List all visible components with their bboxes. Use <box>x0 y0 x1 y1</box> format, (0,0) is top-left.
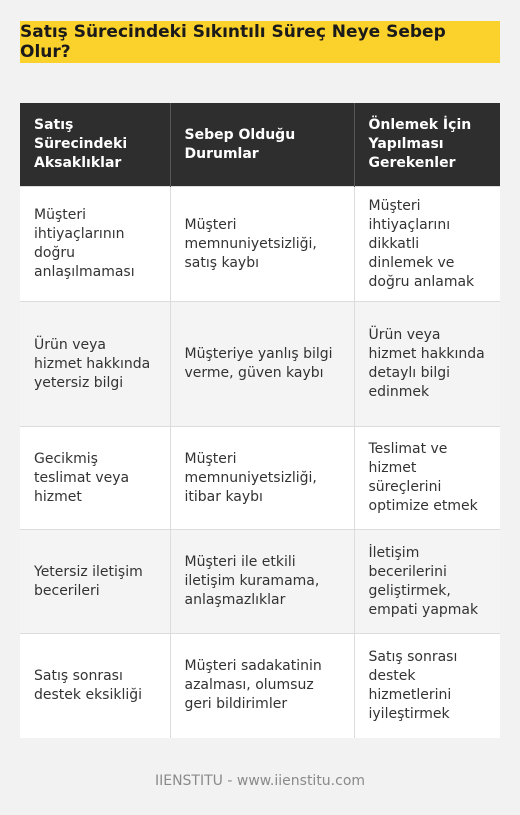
table-cell: Gecikmiş teslimat veya hizmet <box>20 427 170 530</box>
table-cell: Ürün veya hizmet hakkında detaylı bilgi edinmek <box>354 302 500 427</box>
header-sebep-oldugu-durumlar: Sebep Olduğu Durumlar <box>170 103 354 187</box>
comparison-table <box>20 103 500 738</box>
table-cell: Müşteriye yanlış bilgi verme, güven kaybı <box>170 302 354 427</box>
table-cell: İletişim becerilerini geliştirmek, empati yapmak <box>354 530 500 634</box>
table-cell: Müşteri memnuniyetsizliği, itibar kaybı <box>170 427 354 530</box>
table-cell: Satış sonrası destek hizmetlerini iyileştirmek <box>354 634 500 738</box>
header-onlemek-icin: Önlemek İçin Yapılması Gerekenler <box>354 103 500 187</box>
table-row <box>20 427 500 530</box>
footer-credit: IIENSTITU - www.iienstitu.com <box>154 773 366 789</box>
table-row <box>20 187 500 302</box>
table-cell: Müşteri memnuniyetsizliği, satış kaybı <box>170 187 354 302</box>
table-cell: Yetersiz iletişim becerileri <box>20 530 170 634</box>
table-row <box>20 634 500 738</box>
page-title: Satış Sürecindeki Sıkıntılı Süreç Neye Sebep Olur? <box>20 22 446 62</box>
table-row <box>20 530 500 634</box>
table-cell: Müşteri sadakatinin azalması, olumsuz geri bildirimler <box>170 634 354 738</box>
table-cell: Müşteri ihtiyaçlarını dikkatli dinlemek ve doğru anlamak <box>354 187 500 302</box>
table-row <box>20 302 500 427</box>
table-cell: Satış sonrası destek eksikliği <box>20 634 170 738</box>
table-cell: Teslimat ve hizmet süreçlerini optimize etmek <box>354 427 500 530</box>
table-cell: Müşteri ile etkili iletişim kuramama, anlaşmazlıklar <box>170 530 354 634</box>
table-header-row <box>20 103 500 187</box>
table-cell: Ürün veya hizmet hakkında yetersiz bilgi <box>20 302 170 427</box>
table-cell: Müşteri ihtiyaçlarının doğru anlaşılmaması <box>20 187 170 302</box>
header-aksakliklar: Satış Sürecindeki Aksaklıklar <box>20 103 170 187</box>
title-banner <box>20 21 500 63</box>
